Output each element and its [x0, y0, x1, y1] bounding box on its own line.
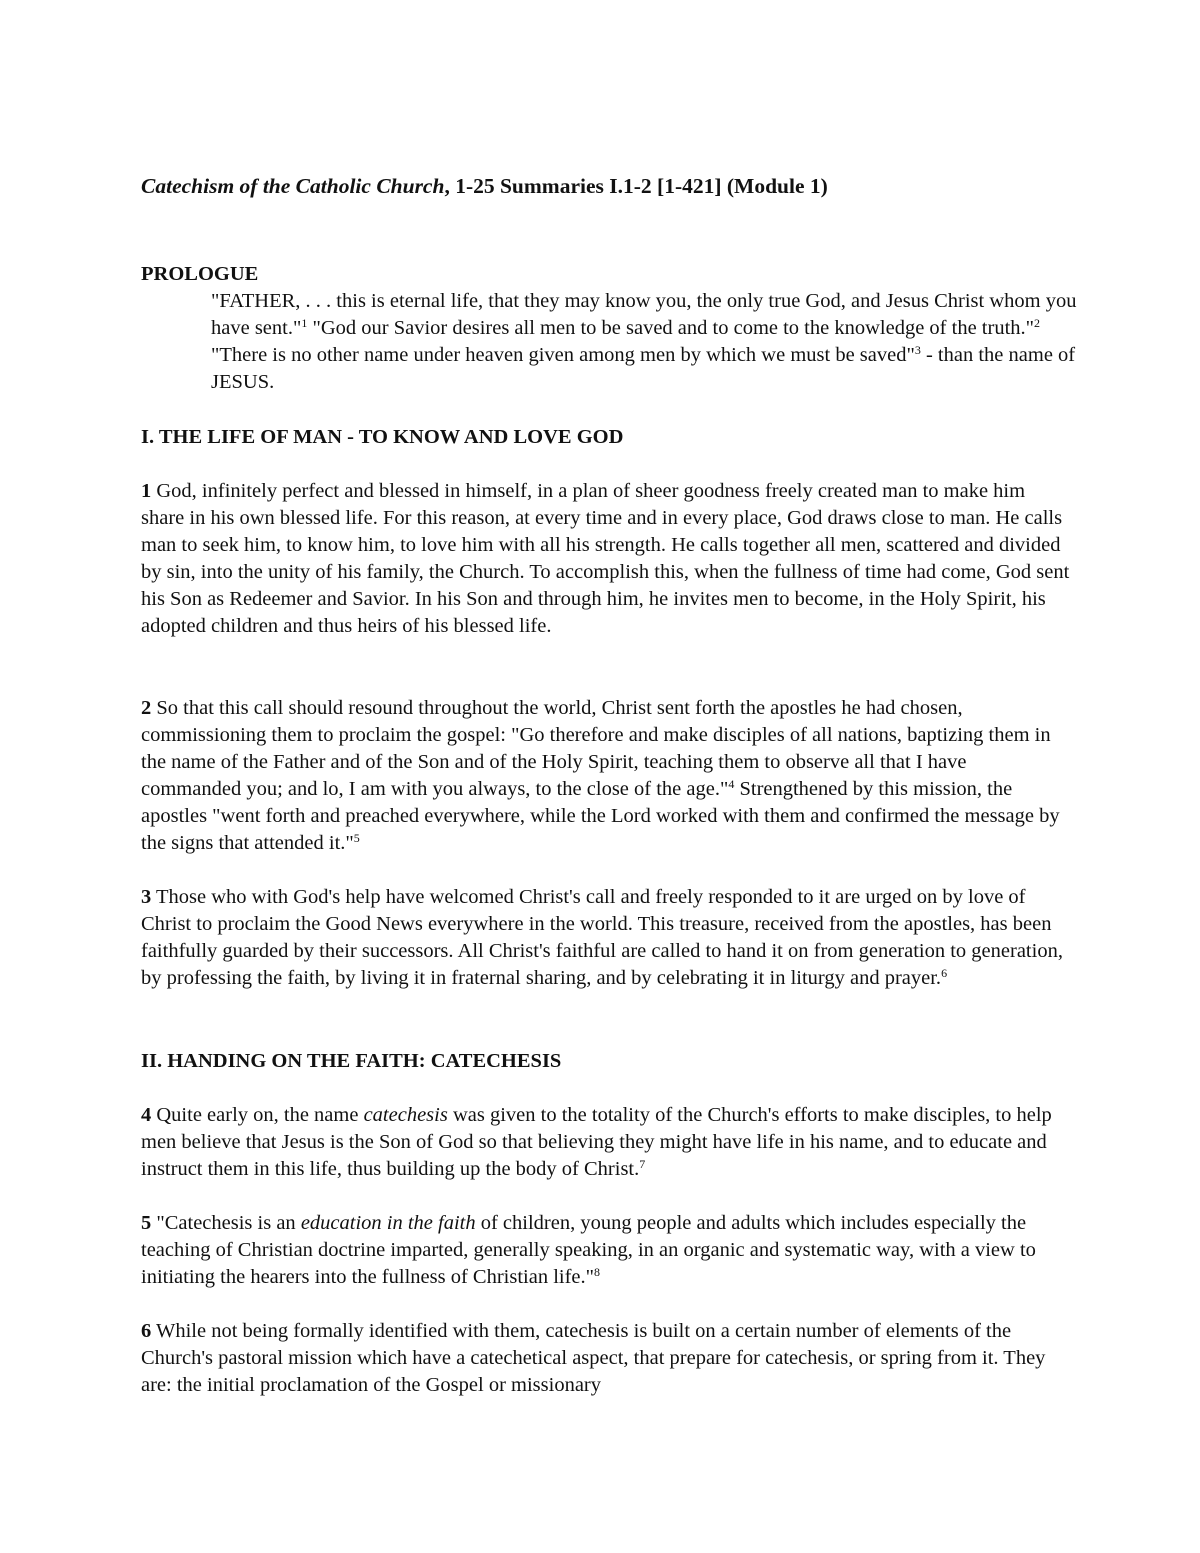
footnote-marker: 3	[914, 343, 921, 357]
paragraph-number: 3	[141, 886, 152, 908]
paragraph-number: 2	[141, 697, 152, 719]
paragraph-3: 3 Those who with God's help have welcomed Christ's call and freely responded to it are urged on by love of Christ to proclaim the Good News everywhere in the world. This treasure, received from the apostles, has been faithfully guarded by their successors. All Christ's faithful are called to hand it on from generation to generation, by professing the faith, by living it in fraternal sharing, and by celebrating it in liturgy and prayer.$^6$	[141, 886, 1063, 989]
title-rest: , 1-25 Summaries I.1-2 [1-421] (Module 1)	[444, 174, 828, 198]
footnote-marker: 8	[594, 1265, 601, 1279]
title-italic: Catechism of the Catholic Church	[141, 174, 445, 198]
footnote-marker: 2	[1034, 316, 1041, 330]
paragraph-5: 5 "Catechesis is an education in the faith of children, young people and adults which includes especially the teaching of Christian doctrine imparted, generally speaking, in an organic and systematic way, with a view to initiating the hearers into the fullness of Christian life."$^8$	[141, 1212, 1036, 1288]
paragraph-4: 4 Quite early on, the name catechesis was given to the totality of the Church's efforts to make disciples, to help men believe that Jesus is the Son of God so that believing they might have life in his name, and to educate and instruct them in this life, thus building up the body of Christ.$^7$	[141, 1104, 1052, 1180]
footnote-marker: 7	[639, 1157, 646, 1171]
footnote-marker: 6	[941, 966, 948, 980]
paragraph-2: 2 So that this call should resound throughout the world, Christ sent forth the apostles he had chosen, commissioning them to proclaim the gospel: "Go therefore and make disciples of all nations, baptizing them in the name of the Father and of the Son and of the Holy Spirit, teaching them to observe all that I have commanded you; and lo, I am with you always, to the close of the age."$^4$ Strengthened by this mission, the apostles "went forth and preached everywhere, while the Lord worked with them and confirmed the message by the signs that attended it."$^5$	[141, 697, 1060, 854]
footnote-marker: 4	[728, 777, 735, 791]
paragraph-number: 5	[141, 1212, 152, 1234]
paragraph-1: 1 God, infinitely perfect and blessed in himself, in a plan of sheer goodness freely created man to make him share in his own blessed life. For this reason, at every time and in every place, God draws close to man. He calls man to seek him, to know him, to love him with all his strength. He calls together all men, scattered and divided by sin, into the unity of his family, the Church. To accomplish this, when the fullness of time had come, God sent his Son as Redeemer and Savior. In his Son and through him, he invites men to become, in the Holy Spirit, his adopted children and thus heirs of his blessed life.	[141, 480, 1070, 637]
paragraph-number: 6	[141, 1320, 152, 1342]
footnote-marker: 1	[301, 316, 308, 330]
prologue-quote: "FATHER, . . . this is eternal life, that they may know you, the only true God, and Jesus Christ whom you have sent."$^1$ "God our Savior desires all men to be saved and to come to the knowledge of the truth."$^2$ "There is no other name under heaven given among men by which we must be saved"$^3$ - than the name of JESUS.	[211, 290, 1077, 393]
prologue-heading: PROLOGUE	[141, 263, 259, 285]
document-title	[141, 173, 1141, 200]
section-heading-2: II. HANDING ON THE FAITH: CATECHESIS	[141, 1050, 562, 1072]
footnote-marker: 5	[353, 831, 360, 845]
section-heading-1: I. THE LIFE OF MAN - TO KNOW AND LOVE GOD	[141, 426, 624, 448]
paragraph-6: 6 While not being formally identified with them, catechesis is built on a certain number of elements of the Church's pastoral mission which have a catechetical aspect, that prepare for catechesis, or spring from it. They are: the initial proclamation of the Gospel or missionary	[141, 1320, 1046, 1396]
paragraph-number: 4	[141, 1104, 152, 1126]
paragraph-number: 1	[141, 480, 152, 502]
